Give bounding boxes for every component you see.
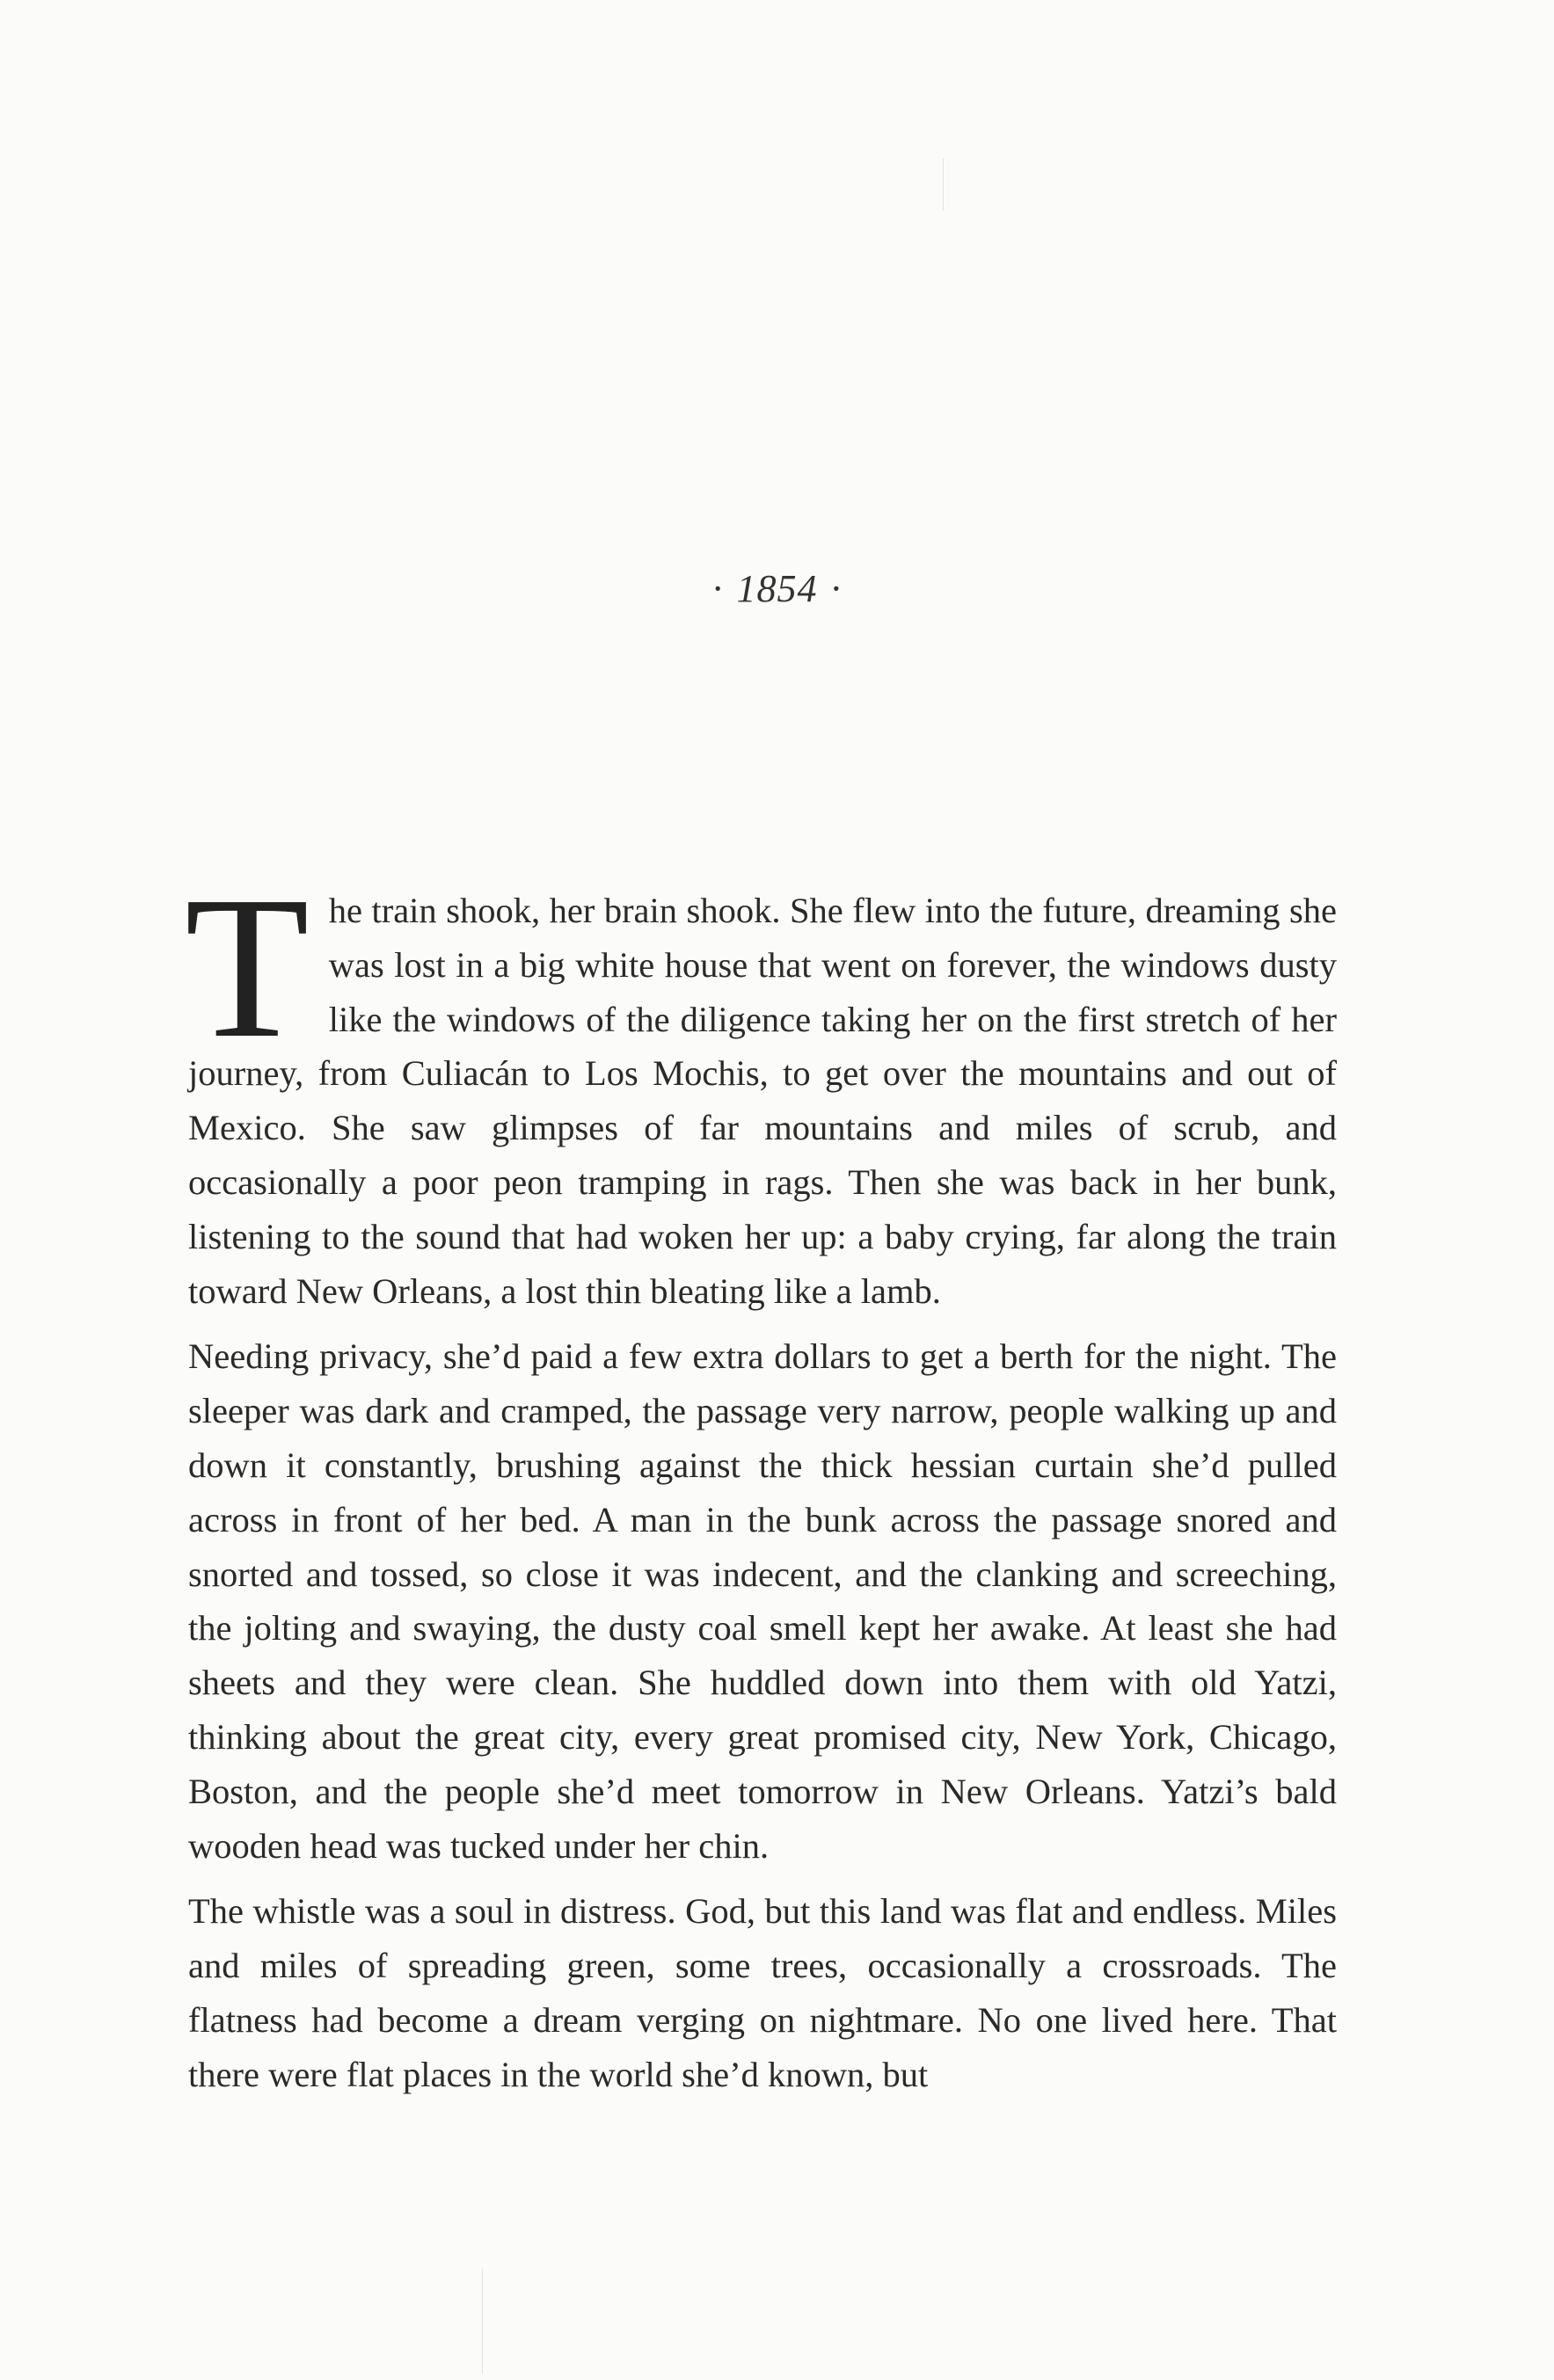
heading-bullet-left: ·: [711, 567, 725, 610]
body-text: [185, 855, 1337, 2102]
heading-bullet-right: ·: [829, 567, 843, 610]
scan-artifact: [482, 2268, 483, 2374]
chapter-heading: [0, 563, 1554, 615]
chapter-year: 1854: [736, 567, 818, 610]
paragraph-3: The whistle was a soul in distress. God, but this land was flat and endless. Miles and miles of spreading green, some trees, occasionally a crossroads. The flatness had become a dream verging on nightmare. No one lived here. That there were flat places in the world she’d known, but: [188, 1891, 1337, 2094]
paragraph-1: [185, 855, 1337, 1318]
scan-artifact: [943, 158, 944, 211]
paragraph-1-text: he train shook, her brain shook. She flew into the future, dreaming she was lost in a big white house that went on forever, the windows dusty like the windows of the diligence taking her on the first stretch of her journey, from Culiacán to Los Mochis, to get over the mountains and out of Mexico. She saw glimpses of far mountains and miles of scrub, and occasionally a poor peon tramping in rags. Then she was back in her bunk, listening to the sound that had woken her up: a baby crying, far along the train toward New Orleans, a lost thin bleating like a lamb.: [188, 891, 1337, 1311]
drop-cap: T: [185, 855, 310, 1081]
paragraph-2: Needing privacy, she’d paid a few extra dollars to get a berth for the night. The sleeper was dark and cramped, the passage very narrow, people walking up and down it constantly, brushing against the thick hessian curtain she’d pulled across in front of her bed. A man in the bunk across the passage snored and snorted and tossed, so close it was indecent, and the clanking and screeching, the jolting and swaying, the dusty coal smell kept her awake. At least she had sheets and they were clean. She huddled down into them with old Yatzi, thinking about the great city, every great promised city, New York, Chicago, Boston, and the people she’d meet tomorrow in New Orleans. Yatzi’s bald wooden head was tucked under her chin.: [188, 1336, 1337, 1866]
